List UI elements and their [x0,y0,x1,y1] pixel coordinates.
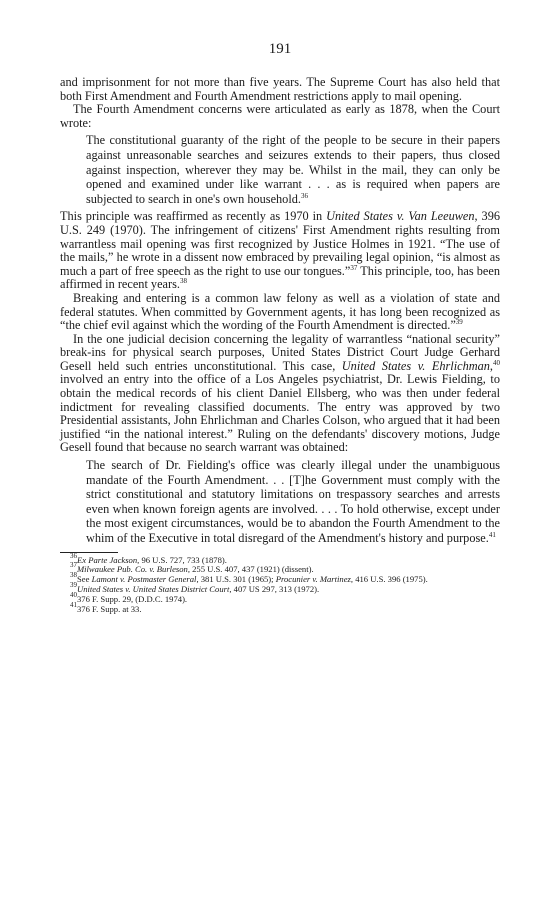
footnote-ref: 38 [179,277,187,286]
footnote-number: 37 [70,561,77,570]
footnote-text: 376 F. Supp. 29, (D.D.C. 1974). [77,593,188,604]
footnote [60,600,500,615]
paragraph: and imprisonment for not more than five years. The Supreme Court has also held that both First Amendment and Fourth Amendment restrictions apply to mail opening. [60,75,500,103]
case-name: United States v. United States District Court [77,583,230,594]
block-quote [86,133,500,206]
footnote-ref: 36 [300,191,308,200]
paragraph-text: involved an entry into the office of a Los Angeles psychiatrist, Dr. Lewis Fielding, to obtain the medical records of his client Daniel Ellsberg, who was then under federal indictment for revealing classified documents. The entry was approved by two Presidential assistants, John Ehrlichman and Charles Colson, who argued that it had been justified “in the national interest.” Ruling on the defendants' discovery motions, Judge Gesell found that because no search warrant was obtained: [60,372,500,455]
paragraph: The Fourth Amendment concerns were articulated as early as 1878, when the Court wrote: [60,102,500,130]
case-name: Milwaukee Pub. Co. v. Burleson [77,564,188,575]
footnote-text: , 407 US 297, 313 (1972). [229,583,320,594]
quote-text: The constitutional guaranty of the right of the people to be secure in their papers against unreasonable searches and seizures extends to their papers, thus closed against inspection, wherever they may be. Whilst in the mail, they can only be opened and examined under like warrant . . . as is required when papers are subjected to search in one's own household. [86,133,500,206]
page-number: 191 [268,41,292,57]
paragraph-text: , [489,358,493,373]
paragraph-text: , 396 U.S. 249 (1970). The infringement of citizens' First Amendment rights resulting from warrantless mail opening was first recognized by Justice Holmes in 1921. “The use of the mails,” he wrote in a dissent now embraced by prevailing legal opinion, “is almost as much a part of free speech as the right to use our tongues.” [60,209,500,278]
footnote-ref: 39 [455,318,463,327]
footnote-text: , 255 U.S. 407, 437 (1921) (dissent). [187,564,314,575]
case-name: Lamont v. Postmaster General [91,574,197,585]
paragraph-text: This principle, too, has been affirmed in recent years. [60,263,500,292]
document-page [60,40,500,614]
footnotes [60,551,500,615]
case-name: Ex Parte Jackson [77,554,138,565]
block-quote [86,458,500,546]
case-name: Procunier v. Martinez [275,574,351,585]
footnote-number: 36 [70,551,77,560]
footnote-number: 38 [70,571,77,580]
paragraph-text: Breaking and entering is a common law felony as well as a violation of state and federal statutes. When committed by Government agents, it has long been recognized as “the chief evil against which the wording of the Fourth Amendment is directed.” [60,290,500,333]
footnote-ref: 40 [493,358,500,367]
paragraph [60,210,500,292]
footnote-ref: 37 [350,263,358,272]
paragraph-text: In the one judicial decision concerning the legality of warrantless “national security” break-ins for physical search purposes, United States District Court Judge Gerhard Gesell held such entries unconstitutional. This case, [60,331,500,373]
body-text [60,76,500,546]
footnote-number: 40 [70,590,77,599]
footnote-ref: 41 [488,531,496,539]
footnote-text: , 96 U.S. 727, 733 (1878). [137,554,227,565]
quote-text: The search of Dr. Fielding's office was clearly illegal under the unambiguous mandate of the Fourth Amendment. . . [T]he Government must comply with the strict constitutional and statutory limitations on trespassory searches and arrests even when known foreign agents are involved. . . . To hold otherwise, except under the most exigent circumstances, would be to abandon the Fourth Amendment to the whim of the Executive in total disregard of the Amendment's history and purpose. [86,458,500,545]
footnote-number: 39 [70,580,77,589]
paragraph-text: This principle was reaffirmed as recently as 1970 in [60,209,327,224]
case-name: United States v. Ehrlichman [341,358,490,373]
footnote-number: 41 [70,600,77,609]
case-name: United States v. Van Leeuwen [326,209,475,224]
footnote-text: 376 F. Supp. at 33. [77,603,142,614]
quote-paragraph [86,133,500,206]
quote-paragraph [86,458,500,546]
paragraph [60,292,500,333]
footnote-text: See [77,574,92,585]
footnote-divider [60,552,118,553]
footnote-text: , 381 U.S. 301 (1965); [196,574,276,585]
paragraph [60,333,500,455]
footnote-text: , 416 U.S. 396 (1975). [350,574,428,585]
